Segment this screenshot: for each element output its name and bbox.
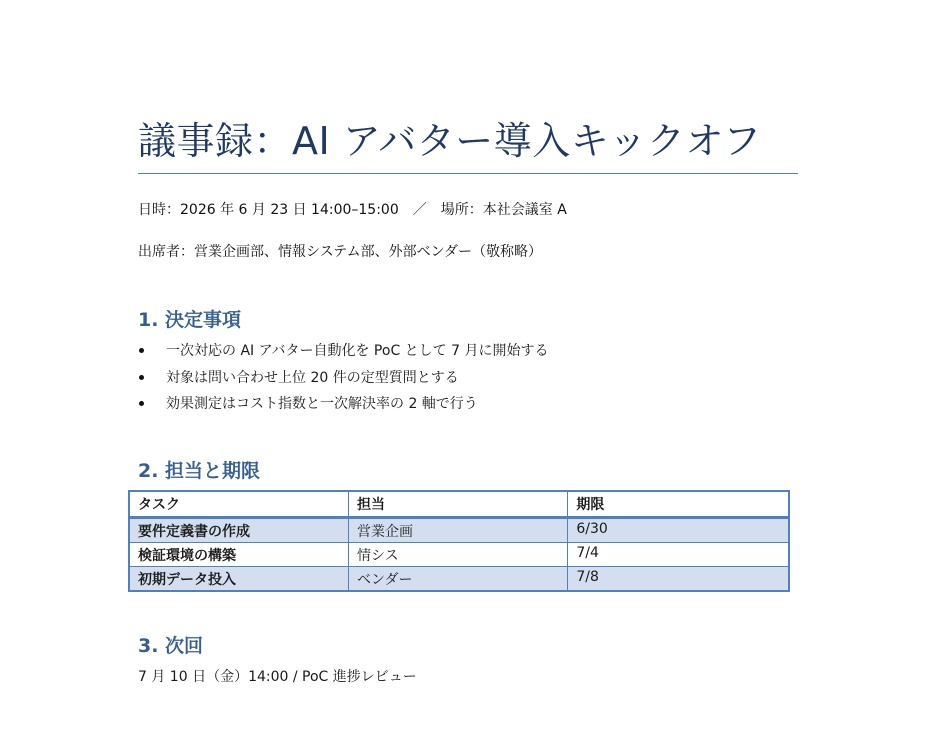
title-divider (138, 173, 798, 174)
due-cell: 7/8 (568, 567, 789, 592)
owner-cell: 情シス (349, 543, 568, 567)
task-cell: 要件定義書の作成 (129, 518, 349, 543)
section-heading-decisions: 1. 決定事項 (138, 309, 242, 331)
decision-text: 効果測定はコスト指数と一次解決率の 2 軸で行う (166, 396, 478, 412)
section-heading-assignments: 2. 担当と期限 (138, 460, 261, 482)
table-row (129, 543, 789, 567)
column-header-owner: 担当 (349, 491, 568, 518)
bullet-icon (139, 375, 144, 380)
decision-text: 一次対応の AI アバター自動化を PoC として 7 月に開始する (166, 343, 549, 359)
task-cell: 初期データ投入 (129, 567, 349, 592)
column-header-task: タスク (129, 491, 349, 518)
table-row (129, 518, 789, 543)
document-title: 議事録：AI アバター導入キックオフ (138, 119, 762, 163)
section-heading-next: 3. 次回 (138, 635, 204, 657)
table-row (129, 567, 789, 592)
due-cell: 7/4 (568, 543, 789, 567)
decision-text: 対象は問い合わせ上位 20 件の定型質問とする (166, 369, 459, 386)
meeting-datetime-location: 日時：2026 年 6 月 23 日 14:00–15:00 ／ 場所：本社会議室 A (138, 202, 567, 218)
assignments-table (128, 490, 790, 592)
list-item (138, 340, 548, 367)
due-cell: 6/30 (568, 518, 789, 543)
owner-cell: ベンダー (349, 567, 568, 592)
list-item (138, 393, 548, 420)
bullet-icon (139, 401, 144, 406)
meeting-attendees: 出席者：営業企画部、情報システム部、外部ベンダー（敬称略） (138, 244, 543, 260)
list-item (138, 367, 548, 394)
bullet-icon (139, 348, 144, 353)
decisions-list (138, 340, 548, 420)
owner-cell: 営業企画 (349, 518, 568, 543)
task-cell: 検証環境の構築 (129, 543, 349, 567)
table-header-row (129, 491, 789, 518)
next-meeting-text: 7 月 10 日（金）14:00 / PoC 進捗レビュー (138, 669, 417, 685)
column-header-due: 期限 (568, 491, 789, 518)
